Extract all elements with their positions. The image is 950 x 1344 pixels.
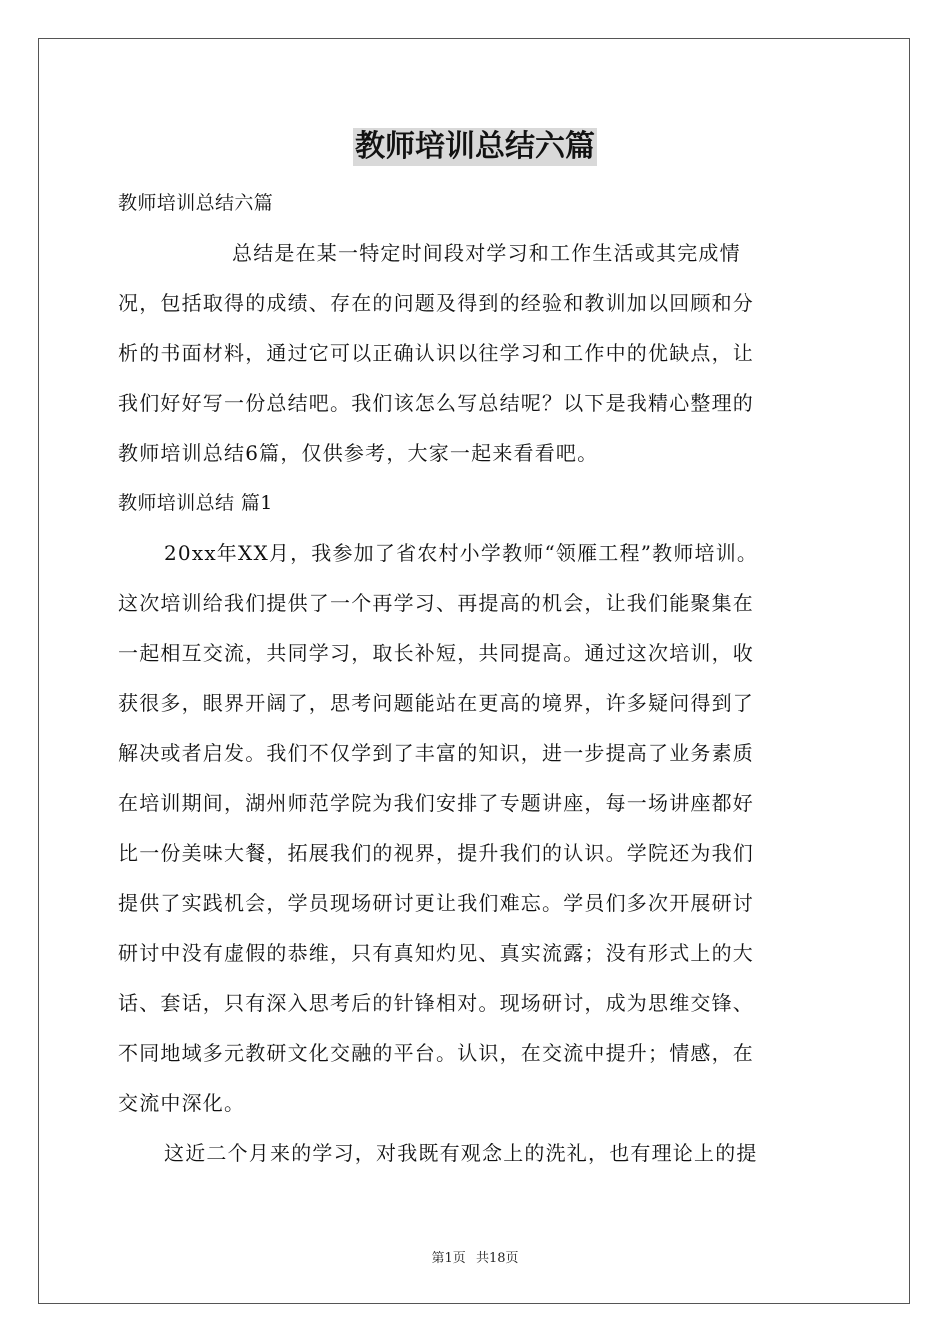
paragraph-line: 这次培训给我们提供了一个再学习、再提高的机会，让我们能聚集在 bbox=[118, 591, 754, 615]
paragraph-line: 这近二个月来的学习，对我既有观念上的洗礼，也有理论上的提 bbox=[164, 1141, 758, 1165]
title-wrap bbox=[0, 128, 950, 166]
intro-line: 教师培训总结6篇，仅供参考，大家一起来看看吧。 bbox=[118, 441, 599, 465]
paragraph-line: 一起相互交流，共同学习，取长补短，共同提高。通过这次培训，收 bbox=[118, 641, 754, 665]
document-title: 教师培训总结六篇 bbox=[355, 129, 595, 164]
paragraph-line: 20xx年XX月，我参加了省农村小学教师“领雁工程”教师培训。 bbox=[164, 541, 759, 565]
document-body bbox=[118, 178, 834, 1178]
paragraph-line: 在培训期间，湖州师范学院为我们安排了专题讲座，每一场讲座都好 bbox=[118, 791, 754, 815]
intro-line: 况，包括取得的成绩、存在的问题及得到的经验和教训加以回顾和分 bbox=[118, 291, 754, 315]
paragraph-line: 不同地域多元教研文化交融的平台。认识，在交流中提升；情感，在 bbox=[118, 1041, 754, 1065]
paragraph-line: 交流中深化。 bbox=[118, 1091, 246, 1115]
intro-line: 析的书面材料，通过它可以正确认识以往学习和工作中的优缺点，让 bbox=[118, 341, 754, 365]
page-number: 第1页 bbox=[431, 1251, 466, 1266]
paragraph-line: 提供了实践机会，学员现场研讨更让我们难忘。学员们多次开展研讨 bbox=[118, 891, 754, 915]
paragraph-line: 解决或者启发。我们不仅学到了丰富的知识，进一步提高了业务素质 bbox=[118, 741, 754, 765]
paragraph-line: 获很多，眼界开阔了，思考问题能站在更高的境界，许多疑问得到了 bbox=[118, 691, 754, 715]
paragraph-line: 比一份美味大餐，拓展我们的视界，提升我们的认识。学院还为我们 bbox=[118, 841, 754, 865]
subtitle-line: 教师培训总结六篇 bbox=[118, 192, 274, 214]
paragraph-line: 研讨中没有虚假的恭维，只有真知灼见、真实流露；没有形式上的大 bbox=[118, 941, 754, 965]
intro-line: 总结是在某一特定时间段对学习和工作生活或其完成情 bbox=[232, 241, 741, 265]
page-footer bbox=[0, 1247, 950, 1266]
section-heading: 教师培训总结 篇1 bbox=[118, 492, 273, 514]
paragraph-line: 话、套话，只有深入思考后的针锋相对。现场研讨，成为思维交锋、 bbox=[118, 991, 754, 1015]
page-total: 共18页 bbox=[475, 1251, 519, 1266]
intro-line: 我们好好写一份总结吧。我们该怎么写总结呢？以下是我精心整理的 bbox=[118, 391, 754, 415]
